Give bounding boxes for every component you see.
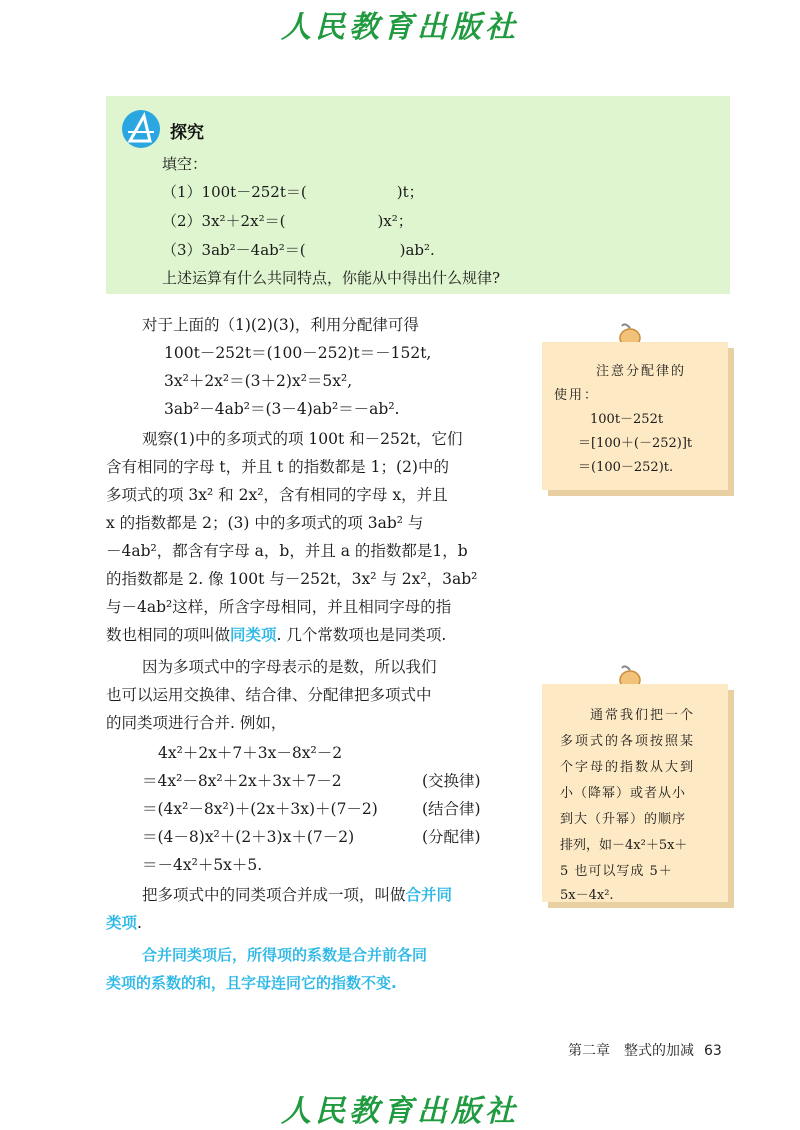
- chapter-title: 第二章 整式的加减: [568, 1043, 694, 1059]
- rule-line-1: 合并同类项后，所得项的系数是合并前各同: [142, 946, 428, 964]
- para-2-line-2: 含有相同的字母 t，并且 t 的指数都是 1；(2)中的: [106, 458, 449, 476]
- page-footer: [568, 1040, 722, 1060]
- rule-line-2: 类项的系数的和，且字母连同它的指数不变.: [106, 974, 397, 992]
- calc-line-1: ＝4x²－8x²＋2x＋3x＋7－2: [142, 772, 342, 790]
- side-note-ordering: 通常我们把一个 多项式的各项按照某 个字母的指数从大到 小（降幂）或者从小 到大（升幂）的顺序 排列，如－4x²＋5x＋ 5 也可以写成 5＋ 5x－4x².: [542, 684, 728, 902]
- para-2-line-8: 数也相同的项叫做同类项. 几个常数项也是同类项.: [106, 626, 447, 644]
- para-1: 对于上面的（1)(2)(3)，利用分配律可得: [142, 316, 419, 334]
- law-commutative: (交换律): [422, 772, 481, 790]
- para-2-line-6: 的指数都是 2. 像 100t 与－252t，3x² 与 2x²，3ab²: [106, 570, 478, 588]
- explore-item-1: （1）100t－252t＝( )t；: [162, 183, 424, 201]
- explore-item-2: （2）3x²＋2x²＝( )x²；: [162, 212, 413, 230]
- page-number: 63: [704, 1043, 722, 1059]
- explore-icon: [120, 108, 162, 150]
- explore-intro: 填空：: [162, 155, 208, 173]
- para-2-line-5: －4ab²，都含有字母 a，b，并且 a 的指数都是1，b: [106, 542, 468, 560]
- explore-item-3: （3）3ab²－4ab²＝( )ab².: [162, 241, 435, 259]
- term-combine-a: 合并同: [405, 886, 453, 904]
- para-2-line-3: 多项式的项 3x² 和 2x²，含有相同的字母 x，并且: [106, 486, 448, 504]
- term-combine-b: 类项: [106, 914, 138, 932]
- equation-1: 100t－252t＝(100－252)t＝－152t,: [164, 344, 432, 362]
- publisher-footer: 人民教育出版社: [281, 1094, 519, 1129]
- para-4-line-2: 类项.: [106, 914, 142, 932]
- calc-line-3: ＝(4－8)x²＋(2＋3)x＋(7－2): [142, 828, 355, 846]
- explore-question: 上述运算有什么共同特点，你能从中得出什么规律?: [162, 269, 501, 287]
- publisher-header: 人民教育出版社: [281, 10, 519, 45]
- para-2-line-4: x 的指数都是 2；(3) 中的多项式的项 3ab² 与: [106, 514, 424, 532]
- para-2-line-1: 观察(1)中的多项式的项 100t 和－252t，它们: [142, 430, 463, 448]
- law-distributive: (分配律): [422, 828, 481, 846]
- calc-line-2: ＝(4x²－8x²)＋(2x＋3x)＋(7－2): [142, 800, 378, 818]
- law-associative: (结合律): [422, 800, 481, 818]
- para-3-line-1: 因为多项式中的字母表示的是数，所以我们: [142, 658, 437, 676]
- calc-line-0: 4x²＋2x＋7＋3x－8x²－2: [158, 744, 343, 762]
- equation-3: 3ab²－4ab²＝(3－4)ab²＝－ab².: [164, 400, 400, 418]
- para-3-line-2: 也可以运用交换律、结合律、分配律把多项式中: [106, 686, 432, 704]
- explore-box: [106, 96, 730, 294]
- calc-line-4: ＝－4x²＋5x＋5.: [142, 856, 263, 874]
- para-4-line-1: 把多项式中的同类项合并成一项，叫做合并同: [142, 886, 453, 904]
- explore-title: 探究: [170, 123, 204, 143]
- equation-2: 3x²＋2x²＝(3＋2)x²＝5x²,: [164, 372, 353, 390]
- para-3-line-3: 的同类项进行合并. 例如，: [106, 714, 287, 732]
- side-note-distributive: 注意分配律的 使用： 100t－252t ＝[100＋(－252)]t ＝(100－252)t.: [542, 342, 728, 490]
- para-2-line-7: 与－4ab²这样，所含字母相同，并且相同字母的指: [106, 598, 452, 616]
- term-like-terms: 同类项: [230, 626, 277, 644]
